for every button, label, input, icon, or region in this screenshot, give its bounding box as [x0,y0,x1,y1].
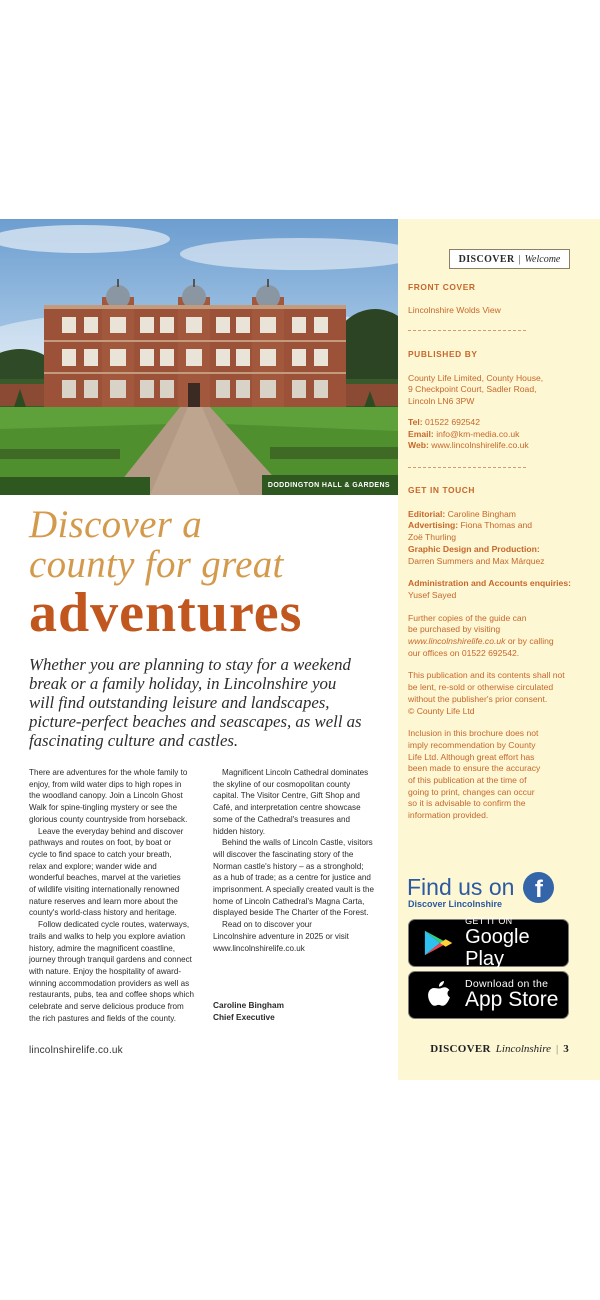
body-line: history, admire the magnificent coastline, [29,943,176,953]
google-play-small: GET IT ON [465,916,513,926]
email-link[interactable]: info@km-media.co.uk [436,428,520,439]
body-line: wonderful beaches, marvel at the varieties [29,873,181,883]
body-line: Behind the walls of Lincoln Castle, visitors [222,838,373,848]
find-us-label: Find us on [407,873,515,900]
get-in-touch-heading: GET IN TOUCH [408,485,476,495]
article-title-italic [29,505,284,585]
article-signature [213,999,284,1023]
body-line: winning accommodation providers as well as [29,978,190,988]
body-line: relax and explore; wander wide and [29,861,157,871]
body-line: will discover the fascinating story of the [213,849,354,859]
body-line: Walk for spine-tingling mystery or see the [29,803,178,813]
footer-separator: | [555,1043,559,1055]
body-line: restaurants, pubs, tea and coffee shops which [29,990,194,1000]
design-names: Darren Summers and Max Márquez [408,555,545,566]
front-cover-text: Lincolnshire Wolds View [408,304,501,315]
address-line: County Life Limited, County House, [408,372,544,383]
editorial-name: Caroline Bingham [447,508,516,519]
email-line [408,429,578,441]
get-in-touch-section [408,485,578,822]
advertising-line [408,520,578,532]
body-line: There are adventures for the whole family to [29,768,188,777]
body-line: Read on to discover your [222,920,312,930]
facebook-page-name[interactable]: Discover Lincolnshire [408,899,503,909]
body-line: trails and walks to help you explore aviation [29,931,186,941]
body-line: Leave the everyday behind and discover [38,826,184,836]
rights-line: without the publisher's prior consent. [408,693,548,704]
editorial-label: Editorial: [408,508,446,519]
facebook-icon[interactable]: f [523,872,554,903]
web-line [408,440,578,452]
body-line: hidden history. [213,826,266,836]
address-line: 9 Checkpoint Court, Sadler Road, [408,384,537,395]
email-label: Email: [408,428,434,439]
front-cover-heading: FRONT COVER [408,282,476,292]
publisher-contacts [408,417,578,452]
masthead-separator: | [518,253,521,265]
photo-caption: DODDINGTON HALL & GARDENS [267,482,390,489]
article-standfirst [29,655,389,750]
body-line: Follow dedicated cycle routes, waterways, [38,920,190,930]
doddington-hall-illustration [0,219,398,495]
disclaimer-line: information provided. [408,810,489,821]
sidebar-divider [408,330,526,331]
body-line: of wildlife visiting internationally renowned [29,885,180,895]
page-number: 3 [563,1043,569,1055]
standfirst-line: picture-perfect beaches and seascapes, as well as [29,712,362,731]
admin-label: Administration and Accounts enquiries: [408,578,571,589]
web-label: Web: [408,440,429,451]
body-line: Norman castle's history – as a stronghold; [213,861,364,871]
body-line: pathways and routes on foot, by boat or [29,838,172,848]
advertising-label: Advertising: [408,520,459,531]
app-store-small: Download on the [465,978,549,990]
contacts-list [408,509,578,568]
body-line: Café, and interpretation centre showcase [213,803,361,813]
body-line: the woodland canopy. Join a Lincoln Ghost [29,791,183,801]
rights-line: This publication and its contents shall not [408,670,565,681]
disclaimer-note [408,728,578,822]
copies-note [408,613,578,660]
body-line: nature reserves and learn more about the [29,896,178,906]
body-line: celebrate and serve delicious produce from [29,1002,184,1012]
disclaimer-line: so it is advisable to confirm the [408,798,526,809]
body-line: Lincolnshire adventure in 2025 or visit [213,931,349,941]
tel-value[interactable]: 01522 692542 [425,416,480,427]
disclaimer-line: been made to ensure the accuracy [408,763,541,774]
copies-line: Further copies of the guide can [408,612,527,623]
article-title-bold: adventures [29,582,303,644]
standfirst-line: break or a family holiday, in Lincolnshire you [29,674,337,693]
sidebar-divider [408,467,526,468]
google-play-text [465,916,568,970]
footer-publication: Lincolnshire [495,1043,551,1055]
app-store-text [465,979,558,1011]
footer-brand: DISCOVER [430,1043,491,1055]
body-line: cycle to find space to catch your breath, [29,849,172,859]
tel-line [408,417,578,429]
standfirst-line: will find outstanding leisure and landscapes, [29,693,330,712]
body-line: journey through tranquil gardens and connect [29,955,192,965]
body-line: county's world-class history and heritage. [29,908,177,918]
masthead-section: Welcome [524,253,561,265]
disclaimer-line: imply recommendation by County [408,739,536,750]
body-line: some of the Cathedral's treasures and [213,814,350,824]
hero-photo [0,219,398,495]
editorial-line [408,509,578,521]
app-store-badge[interactable] [408,971,569,1019]
google-play-icon [423,928,455,958]
web-link[interactable]: www.lincolnshirelife.co.uk [431,440,529,451]
copies-line: be purchased by visiting [408,624,501,635]
body-line: capital. The Visitor Centre, Gift Shop and [213,791,360,801]
body-line: Magnificent Lincoln Cathedral dominates [222,768,369,777]
google-play-badge[interactable] [408,916,569,970]
signature-role: Chief Executive [213,1012,275,1022]
address-line: Lincoln LN6 3PW [408,396,475,407]
body-line: as a hub of trade; as a centre for justice and [213,873,371,883]
published-by-section [408,349,578,452]
title-line: Discover a [29,503,203,546]
body-line: the skyline of our cosmopolitan county [213,779,351,789]
masthead-badge [449,249,570,269]
body-line: displayed beside The Charter of the Forest. [213,908,369,918]
app-store-big: App Store [465,988,559,1011]
admin-name: Yusef Sayed [408,589,457,600]
published-by-heading: PUBLISHED BY [408,349,478,359]
signature-name: Caroline Bingham [213,1000,284,1010]
footer-folio [430,1043,569,1055]
title-line: county for great [29,543,284,586]
copyright-line: © County Life Ltd [408,705,475,716]
disclaimer-line: of this publication at the time of [408,775,527,786]
rights-note [408,670,578,717]
copies-url-link[interactable]: www.lincolnshirelife.co.uk [408,636,506,647]
rights-line: be lent, re-sold or otherwise circulated [408,682,554,693]
admin-block [408,578,578,601]
body-column-1 [29,767,202,1024]
body-line: glorious county countryside from horseback. [29,814,188,824]
front-cover-section [408,282,578,316]
tel-label: Tel: [408,416,423,427]
footer-website[interactable]: lincolnshirelife.co.uk [29,1045,123,1056]
google-play-big: Google Play [465,926,530,970]
copies-line: our offices on 01522 692542. [408,647,520,658]
body-column-2 [213,767,386,954]
body-line: the rich pastures and fields of the county. [29,1013,176,1023]
body-line: home of Lincoln Cathedral's Magna Carta, [213,896,365,906]
disclaimer-line: Life Ltd. Although great effort has [408,751,535,762]
design-label: Graphic Design and Production: [408,543,540,554]
standfirst-line: Whether you are planning to stay for a weekend [29,655,351,674]
body-line: with nature. Enjoy the hospitality of award- [29,966,182,976]
apple-icon [425,979,453,1011]
body-line: imprisonment. A specially created vault is the [213,885,375,895]
advertising-line-2: Zoë Thurling [408,532,457,543]
publisher-address [408,373,578,408]
website-link[interactable]: www.lincolnshirelife.co.uk [213,943,305,953]
standfirst-line: fascinating culture and castles. [29,731,239,750]
masthead-brand: DISCOVER [458,253,515,265]
disclaimer-line: Inclusion in this brochure does not [408,728,539,739]
disclaimer-line: going to print, changes can occur [408,786,535,797]
advertising-names: Fiona Thomas and [460,520,533,531]
body-line: enjoy, from wild water dips to high ropes in [29,779,182,789]
copies-line: www.lincolnshirelife.co.uk or by calling [408,636,554,647]
